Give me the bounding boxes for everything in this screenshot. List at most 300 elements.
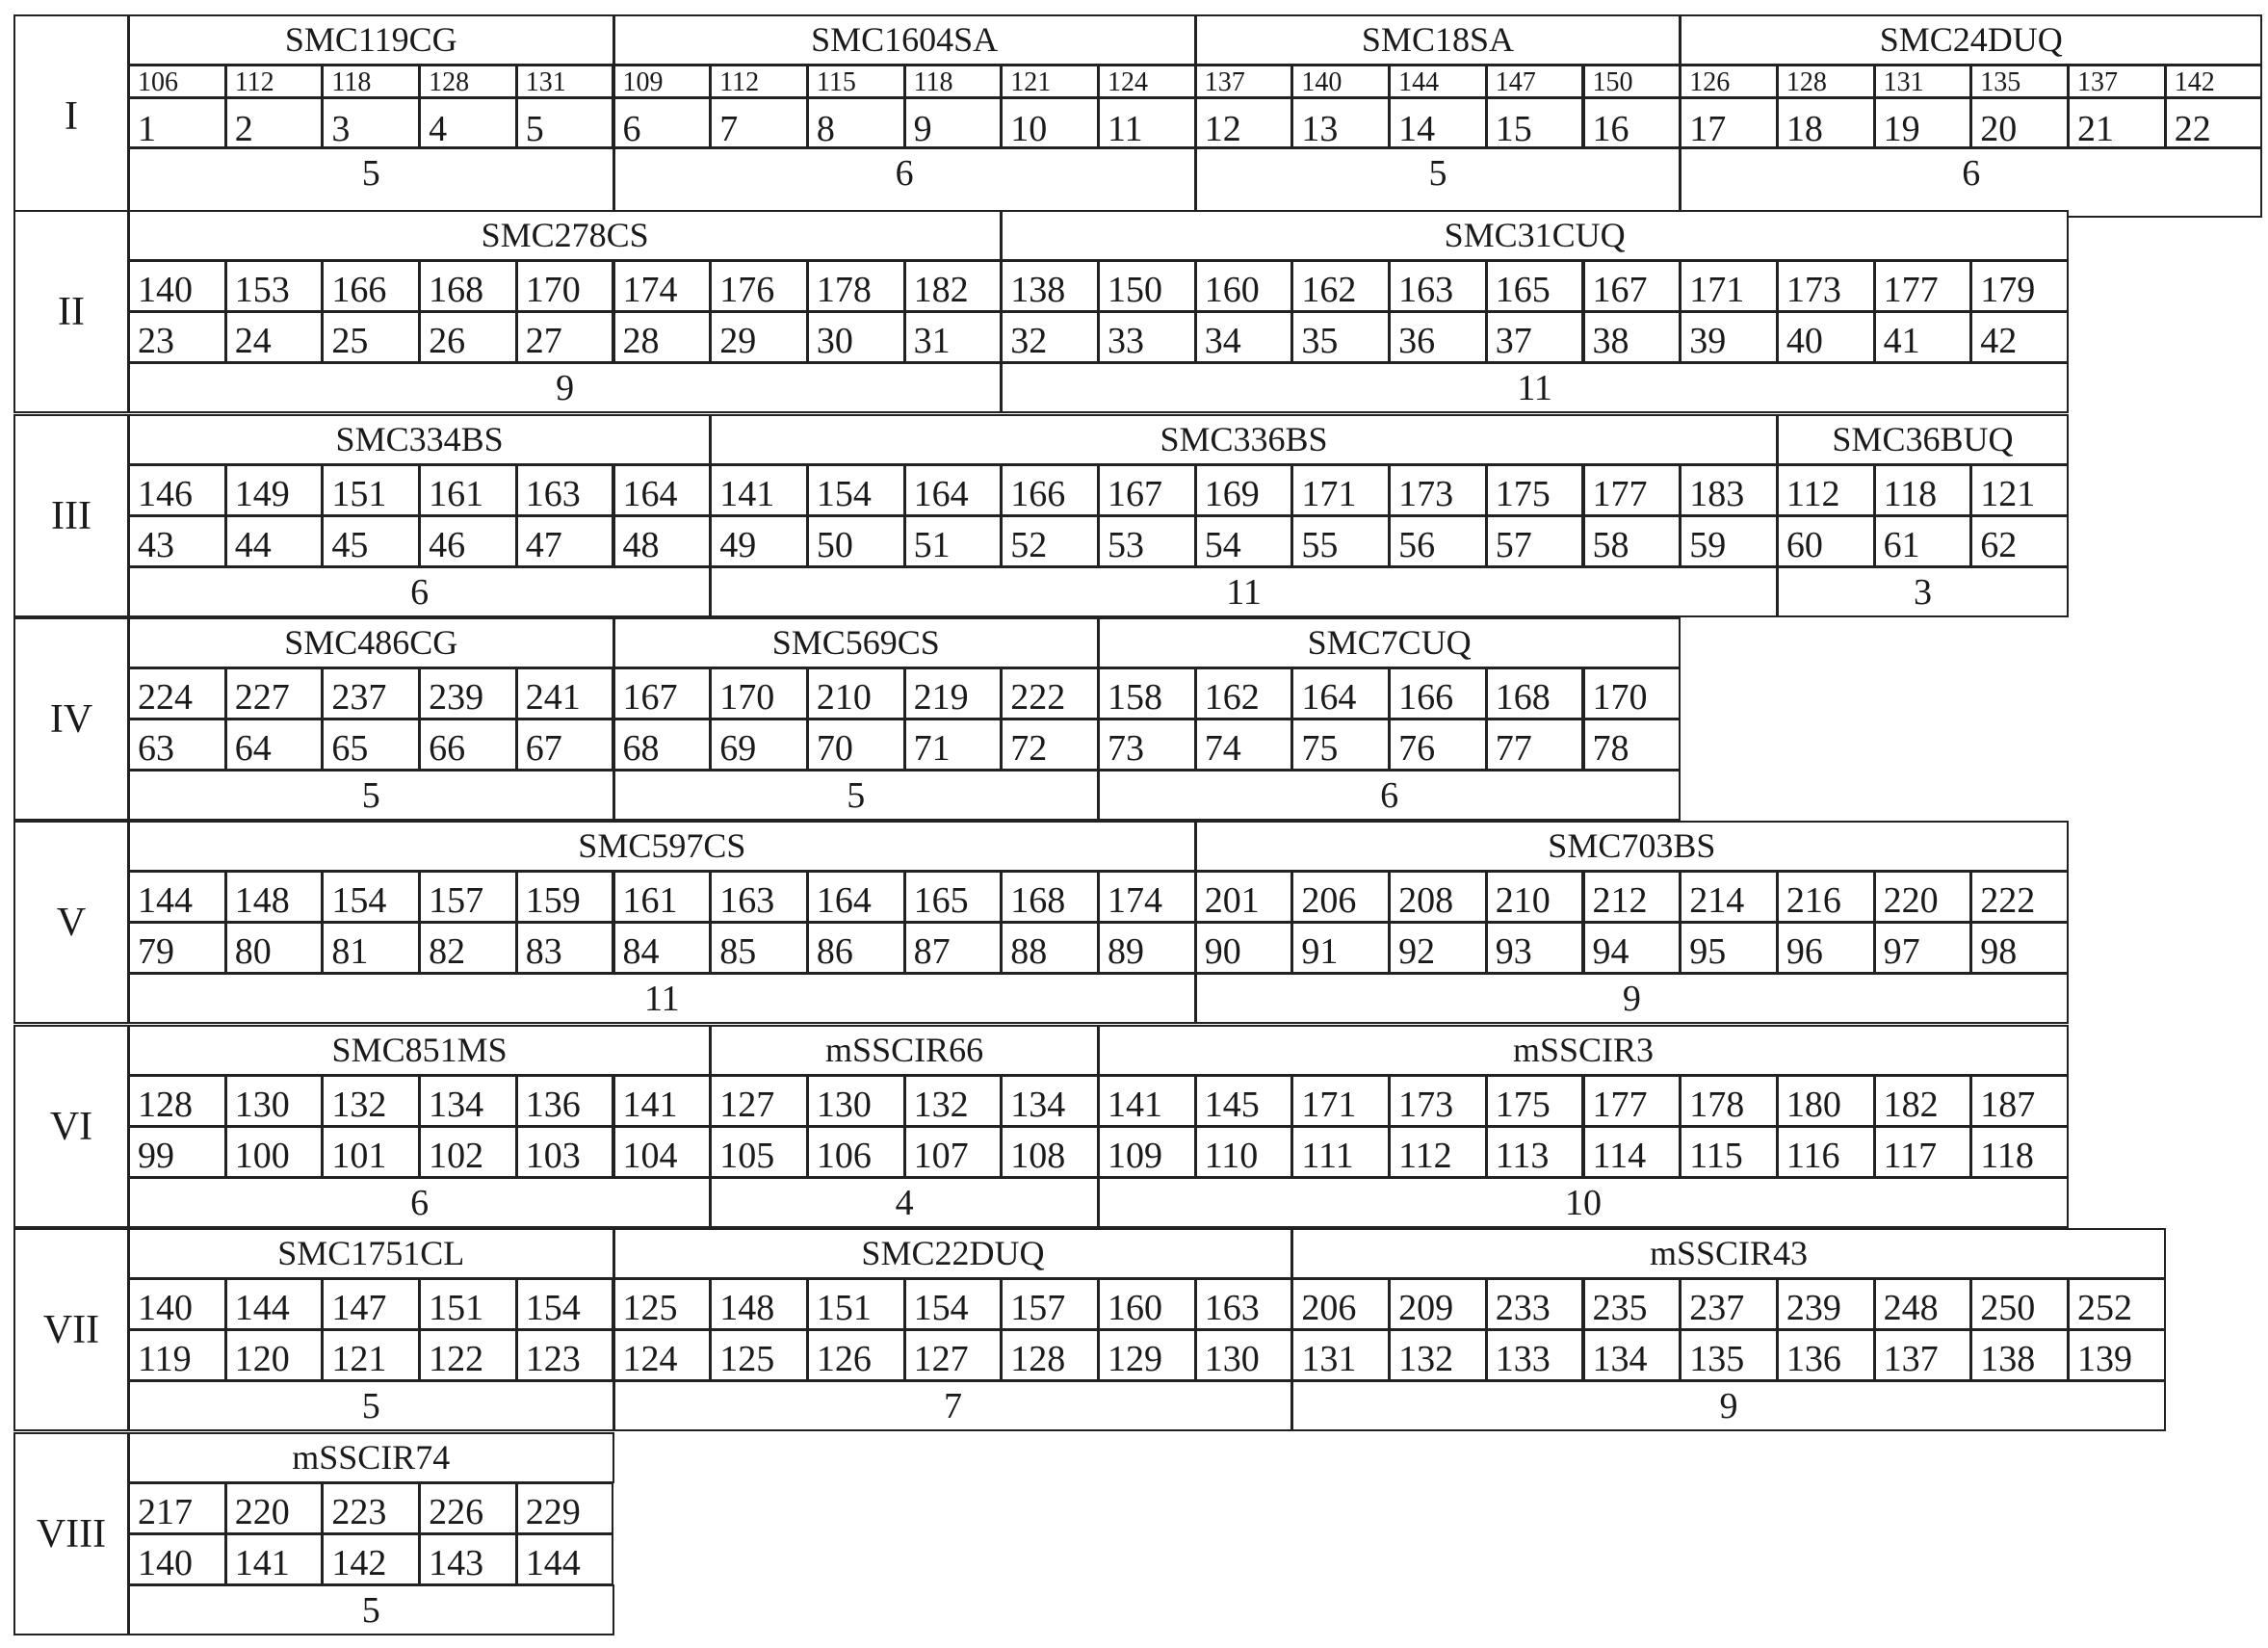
allele-size: 128: [419, 65, 517, 98]
allele-size: 227: [225, 667, 324, 719]
allele-number: 143: [419, 1533, 517, 1585]
marker-name: SMC1751CL: [128, 1228, 614, 1279]
allele-size: 125: [613, 1278, 712, 1330]
allele-size: 144: [1389, 65, 1487, 98]
allele-number: 81: [322, 922, 420, 974]
linkage-group-label: VII: [13, 1228, 129, 1431]
allele-size: 177: [1874, 260, 1972, 312]
allele-size: 112: [1777, 464, 1875, 516]
allele-number: 70: [807, 719, 905, 771]
allele-size: 175: [1486, 1075, 1584, 1127]
allele-number: 82: [419, 922, 517, 974]
allele-number: 79: [128, 922, 226, 974]
allele-size: 222: [1001, 667, 1099, 719]
allele-size: 124: [1098, 65, 1196, 98]
allele-number: 64: [225, 719, 324, 771]
allele-number: 68: [613, 719, 712, 771]
marker-name: SMC31CUQ: [1001, 210, 2069, 261]
allele-count: 5: [128, 770, 614, 821]
allele-number: 8: [807, 97, 905, 148]
allele-number: 119: [128, 1329, 226, 1381]
allele-number: 84: [613, 922, 712, 974]
allele-size: 168: [1001, 871, 1099, 923]
allele-number: 25: [322, 311, 420, 363]
allele-size: 151: [322, 464, 420, 516]
allele-number: 103: [516, 1126, 614, 1178]
allele-size: 222: [1970, 871, 2069, 923]
allele-number: 11: [1098, 97, 1196, 148]
allele-size: 173: [1389, 464, 1487, 516]
allele-size: 161: [613, 871, 712, 923]
allele-number: 47: [516, 515, 614, 567]
allele-size: 159: [516, 871, 614, 923]
allele-number: 83: [516, 922, 614, 974]
allele-size: 166: [1389, 667, 1487, 719]
allele-size: 167: [613, 667, 712, 719]
allele-number: 66: [419, 719, 517, 771]
allele-number: 69: [710, 719, 808, 771]
allele-size: 208: [1389, 871, 1487, 923]
allele-number: 117: [1874, 1126, 1972, 1178]
allele-size: 138: [1001, 260, 1099, 312]
allele-size: 170: [516, 260, 614, 312]
allele-size: 165: [1486, 260, 1584, 312]
allele-size: 126: [1680, 65, 1778, 98]
allele-count: 11: [710, 566, 1778, 617]
allele-number: 91: [1291, 922, 1390, 974]
allele-size: 121: [1001, 65, 1099, 98]
allele-size: 174: [613, 260, 712, 312]
allele-number: 107: [904, 1126, 1003, 1178]
allele-size: 183: [1680, 464, 1778, 516]
allele-number: 30: [807, 311, 905, 363]
allele-number: 43: [128, 515, 226, 567]
marker-name: SMC597CS: [128, 821, 1196, 872]
allele-count: 11: [1001, 362, 2069, 413]
allele-number: 134: [1583, 1329, 1681, 1381]
allele-number: 39: [1680, 311, 1778, 363]
allele-number: 14: [1389, 97, 1487, 148]
allele-size: 177: [1583, 464, 1681, 516]
allele-number: 115: [1680, 1126, 1778, 1178]
allele-count: 5: [128, 147, 614, 218]
allele-size: 171: [1680, 260, 1778, 312]
allele-size: 173: [1777, 260, 1875, 312]
allele-count: 4: [710, 1177, 1099, 1228]
linkage-group-label: III: [13, 414, 129, 617]
allele-size: 176: [710, 260, 808, 312]
allele-number: 7: [710, 97, 808, 148]
allele-size: 220: [1874, 871, 1972, 923]
linkage-group-label: VIII: [13, 1432, 129, 1635]
allele-size: 169: [1195, 464, 1293, 516]
allele-number: 24: [225, 311, 324, 363]
marker-name: SMC336BS: [710, 414, 1778, 465]
marker-name: SMC18SA: [1195, 14, 1681, 65]
allele-number: 76: [1389, 719, 1487, 771]
allele-count: 6: [1680, 147, 2262, 218]
allele-number: 54: [1195, 515, 1293, 567]
allele-number: 50: [807, 515, 905, 567]
allele-size: 131: [516, 65, 614, 98]
allele-number: 36: [1389, 311, 1487, 363]
allele-size: 142: [2165, 65, 2263, 98]
allele-number: 40: [1777, 311, 1875, 363]
allele-size: 162: [1195, 667, 1293, 719]
allele-size: 239: [419, 667, 517, 719]
marker-name: SMC119CG: [128, 14, 614, 65]
allele-size: 164: [904, 464, 1003, 516]
allele-size: 154: [807, 464, 905, 516]
allele-number: 80: [225, 922, 324, 974]
allele-size: 160: [1195, 260, 1293, 312]
linkage-group-label: IV: [13, 617, 129, 821]
allele-size: 173: [1389, 1075, 1487, 1127]
allele-size: 158: [1098, 667, 1196, 719]
allele-number: 87: [904, 922, 1003, 974]
allele-size: 220: [225, 1482, 324, 1534]
marker-name: mSSCIR66: [710, 1025, 1099, 1076]
allele-number: 17: [1680, 97, 1778, 148]
allele-number: 18: [1777, 97, 1875, 148]
marker-name: SMC24DUQ: [1680, 14, 2262, 65]
allele-number: 46: [419, 515, 517, 567]
allele-size: 239: [1777, 1278, 1875, 1330]
allele-number: 10: [1001, 97, 1099, 148]
allele-size: 178: [1680, 1075, 1778, 1127]
allele-size: 136: [516, 1075, 614, 1127]
allele-number: 99: [128, 1126, 226, 1178]
allele-size: 106: [128, 65, 226, 98]
marker-name: SMC1604SA: [613, 14, 1196, 65]
allele-number: 75: [1291, 719, 1390, 771]
allele-size: 166: [322, 260, 420, 312]
allele-size: 145: [1195, 1075, 1293, 1127]
allele-number: 62: [1970, 515, 2069, 567]
allele-number: 28: [613, 311, 712, 363]
allele-size: 141: [1098, 1075, 1196, 1127]
allele-number: 44: [225, 515, 324, 567]
allele-number: 90: [1195, 922, 1293, 974]
allele-number: 12: [1195, 97, 1293, 148]
allele-size: 206: [1291, 871, 1390, 923]
allele-count: 9: [1195, 973, 2069, 1024]
allele-number: 125: [710, 1329, 808, 1381]
allele-number: 131: [1291, 1329, 1390, 1381]
linkage-group-label: II: [13, 210, 129, 413]
allele-number: 31: [904, 311, 1003, 363]
allele-size: 223: [322, 1482, 420, 1534]
allele-number: 52: [1001, 515, 1099, 567]
allele-number: 144: [516, 1533, 614, 1585]
allele-size: 177: [1583, 1075, 1681, 1127]
allele-size: 210: [807, 667, 905, 719]
allele-size: 182: [1874, 1075, 1972, 1127]
allele-number: 53: [1098, 515, 1196, 567]
allele-number: 97: [1874, 922, 1972, 974]
allele-count: 6: [613, 147, 1196, 218]
allele-size: 151: [807, 1278, 905, 1330]
marker-name: mSSCIR3: [1098, 1025, 2069, 1076]
allele-size: 182: [904, 260, 1003, 312]
allele-size: 160: [1098, 1278, 1196, 1330]
allele-size: 171: [1291, 1075, 1390, 1127]
allele-count: 11: [128, 973, 1196, 1024]
allele-number: 58: [1583, 515, 1681, 567]
allele-number: 104: [613, 1126, 712, 1178]
allele-size: 252: [2068, 1278, 2166, 1330]
allele-number: 129: [1098, 1329, 1196, 1381]
allele-number: 23: [128, 311, 226, 363]
allele-number: 33: [1098, 311, 1196, 363]
allele-number: 55: [1291, 515, 1390, 567]
allele-size: 118: [904, 65, 1003, 98]
allele-count: 6: [128, 1177, 711, 1228]
allele-number: 15: [1486, 97, 1584, 148]
allele-number: 135: [1680, 1329, 1778, 1381]
allele-number: 139: [2068, 1329, 2166, 1381]
allele-number: 112: [1389, 1126, 1487, 1178]
allele-size: 166: [1001, 464, 1099, 516]
allele-number: 127: [904, 1329, 1003, 1381]
allele-size: 167: [1583, 260, 1681, 312]
allele-number: 1: [128, 97, 226, 148]
allele-size: 237: [322, 667, 420, 719]
allele-number: 110: [1195, 1126, 1293, 1178]
allele-number: 48: [613, 515, 712, 567]
allele-number: 95: [1680, 922, 1778, 974]
allele-size: 175: [1486, 464, 1584, 516]
allele-size: 168: [1486, 667, 1584, 719]
allele-size: 161: [419, 464, 517, 516]
allele-size: 137: [1195, 65, 1293, 98]
marker-name: SMC36BUQ: [1777, 414, 2069, 465]
allele-size: 163: [1195, 1278, 1293, 1330]
allele-size: 212: [1583, 871, 1681, 923]
allele-size: 118: [1874, 464, 1972, 516]
allele-count: 5: [128, 1380, 614, 1431]
allele-number: 56: [1389, 515, 1487, 567]
allele-size: 224: [128, 667, 226, 719]
allele-size: 178: [807, 260, 905, 312]
allele-number: 41: [1874, 311, 1972, 363]
allele-size: 140: [1291, 65, 1390, 98]
allele-size: 226: [419, 1482, 517, 1534]
allele-number: 111: [1291, 1126, 1390, 1178]
marker-name: SMC7CUQ: [1098, 617, 1681, 668]
allele-count: 5: [128, 1584, 614, 1635]
allele-number: 96: [1777, 922, 1875, 974]
allele-number: 106: [807, 1126, 905, 1178]
allele-number: 88: [1001, 922, 1099, 974]
allele-count: 10: [1098, 1177, 2069, 1228]
allele-number: 126: [807, 1329, 905, 1381]
allele-number: 128: [1001, 1329, 1099, 1381]
allele-size: 153: [225, 260, 324, 312]
allele-number: 42: [1970, 311, 2069, 363]
allele-number: 61: [1874, 515, 1972, 567]
allele-number: 98: [1970, 922, 2069, 974]
allele-size: 174: [1098, 871, 1196, 923]
allele-size: 146: [128, 464, 226, 516]
allele-number: 86: [807, 922, 905, 974]
allele-size: 134: [1001, 1075, 1099, 1127]
allele-size: 141: [613, 1075, 712, 1127]
allele-number: 38: [1583, 311, 1681, 363]
allele-number: 78: [1583, 719, 1681, 771]
allele-number: 137: [1874, 1329, 1972, 1381]
allele-number: 63: [128, 719, 226, 771]
allele-size: 130: [807, 1075, 905, 1127]
allele-number: 27: [516, 311, 614, 363]
allele-number: 4: [419, 97, 517, 148]
allele-size: 137: [2068, 65, 2166, 98]
allele-size: 248: [1874, 1278, 1972, 1330]
marker-name: SMC703BS: [1195, 821, 2069, 872]
allele-size: 209: [1389, 1278, 1487, 1330]
allele-number: 136: [1777, 1329, 1875, 1381]
allele-number: 73: [1098, 719, 1196, 771]
allele-size: 233: [1486, 1278, 1584, 1330]
allele-number: 124: [613, 1329, 712, 1381]
allele-count: 7: [613, 1380, 1293, 1431]
marker-name: SMC851MS: [128, 1025, 711, 1076]
marker-name: SMC22DUQ: [613, 1228, 1293, 1279]
linkage-group-label: I: [13, 14, 129, 218]
allele-size: 154: [516, 1278, 614, 1330]
allele-number: 114: [1583, 1126, 1681, 1178]
allele-number: 130: [1195, 1329, 1293, 1381]
allele-number: 26: [419, 311, 517, 363]
allele-number: 142: [322, 1533, 420, 1585]
allele-number: 122: [419, 1329, 517, 1381]
allele-size: 132: [322, 1075, 420, 1127]
allele-size: 162: [1291, 260, 1390, 312]
allele-size: 130: [225, 1075, 324, 1127]
allele-number: 45: [322, 515, 420, 567]
marker-name: mSSCIR43: [1291, 1228, 2165, 1279]
allele-size: 149: [225, 464, 324, 516]
allele-size: 151: [419, 1278, 517, 1330]
allele-number: 22: [2165, 97, 2263, 148]
allele-size: 180: [1777, 1075, 1875, 1127]
allele-size: 150: [1098, 260, 1196, 312]
allele-size: 219: [904, 667, 1003, 719]
allele-size: 214: [1680, 871, 1778, 923]
allele-number: 116: [1777, 1126, 1875, 1178]
allele-number: 9: [904, 97, 1003, 148]
allele-number: 140: [128, 1533, 226, 1585]
allele-size: 165: [904, 871, 1003, 923]
allele-count: 6: [128, 566, 711, 617]
allele-size: 148: [225, 871, 324, 923]
marker-name: SMC278CS: [128, 210, 1002, 261]
allele-size: 112: [710, 65, 808, 98]
allele-number: 60: [1777, 515, 1875, 567]
allele-number: 19: [1874, 97, 1972, 148]
allele-count: 5: [1195, 147, 1681, 218]
allele-size: 167: [1098, 464, 1196, 516]
allele-number: 59: [1680, 515, 1778, 567]
allele-number: 20: [1970, 97, 2069, 148]
marker-name: SMC334BS: [128, 414, 711, 465]
allele-count: 5: [613, 770, 1100, 821]
allele-number: 65: [322, 719, 420, 771]
allele-size: 118: [322, 65, 420, 98]
allele-number: 6: [613, 97, 712, 148]
allele-number: 51: [904, 515, 1003, 567]
allele-size: 140: [128, 1278, 226, 1330]
allele-size: 154: [322, 871, 420, 923]
allele-size: 115: [807, 65, 905, 98]
allele-number: 101: [322, 1126, 420, 1178]
allele-number: 118: [1970, 1126, 2069, 1178]
allele-number: 108: [1001, 1126, 1099, 1178]
allele-size: 154: [904, 1278, 1003, 1330]
allele-number: 121: [322, 1329, 420, 1381]
allele-number: 2: [225, 97, 324, 148]
allele-size: 144: [225, 1278, 324, 1330]
allele-size: 201: [1195, 871, 1293, 923]
allele-number: 89: [1098, 922, 1196, 974]
allele-number: 102: [419, 1126, 517, 1178]
allele-number: 35: [1291, 311, 1390, 363]
allele-size: 147: [322, 1278, 420, 1330]
allele-number: 74: [1195, 719, 1293, 771]
allele-size: 187: [1970, 1075, 2069, 1127]
allele-number: 93: [1486, 922, 1584, 974]
allele-size: 121: [1970, 464, 2069, 516]
linkage-group-label: VI: [13, 1025, 129, 1228]
allele-size: 128: [128, 1075, 226, 1127]
allele-size: 109: [613, 65, 712, 98]
allele-number: 120: [225, 1329, 324, 1381]
allele-size: 157: [419, 871, 517, 923]
allele-size: 134: [419, 1075, 517, 1127]
allele-size: 157: [1001, 1278, 1099, 1330]
allele-size: 135: [1970, 65, 2069, 98]
allele-number: 72: [1001, 719, 1099, 771]
allele-size: 141: [710, 464, 808, 516]
allele-size: 163: [516, 464, 614, 516]
allele-size: 179: [1970, 260, 2069, 312]
allele-size: 164: [1291, 667, 1390, 719]
allele-number: 32: [1001, 311, 1099, 363]
allele-size: 150: [1583, 65, 1681, 98]
allele-number: 141: [225, 1533, 324, 1585]
allele-number: 21: [2068, 97, 2166, 148]
allele-size: 127: [710, 1075, 808, 1127]
allele-number: 132: [1389, 1329, 1487, 1381]
allele-number: 77: [1486, 719, 1584, 771]
allele-size: 112: [225, 65, 324, 98]
allele-size: 229: [516, 1482, 614, 1534]
allele-size: 144: [128, 871, 226, 923]
allele-number: 105: [710, 1126, 808, 1178]
allele-number: 94: [1583, 922, 1681, 974]
allele-size: 250: [1970, 1278, 2069, 1330]
allele-number: 109: [1098, 1126, 1196, 1178]
allele-size: 140: [128, 260, 226, 312]
allele-size: 164: [807, 871, 905, 923]
allele-count: 3: [1777, 566, 2069, 617]
allele-number: 49: [710, 515, 808, 567]
allele-size: 237: [1680, 1278, 1778, 1330]
allele-number: 92: [1389, 922, 1487, 974]
allele-size: 170: [710, 667, 808, 719]
allele-number: 13: [1291, 97, 1390, 148]
allele-size: 216: [1777, 871, 1875, 923]
